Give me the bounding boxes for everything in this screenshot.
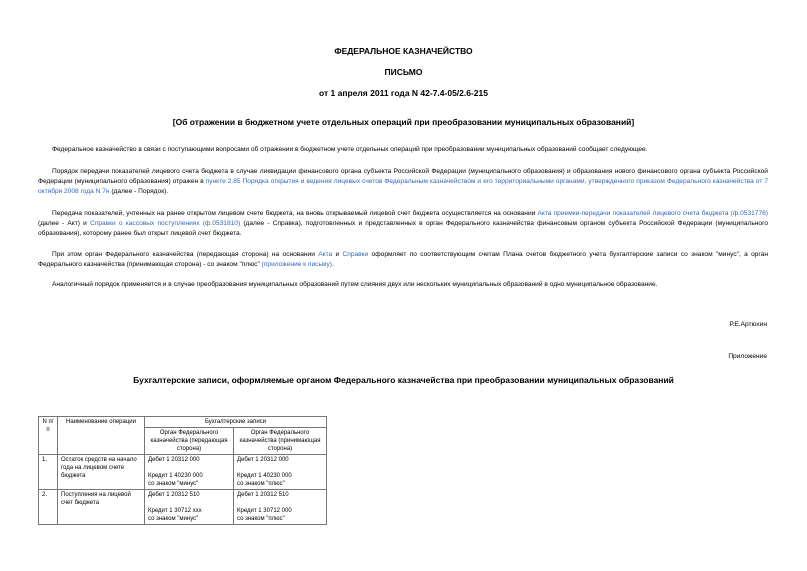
row-num: 2. (39, 490, 58, 525)
row-operation: Поступления на лицевой счет бюджета (58, 490, 145, 525)
row-num: 1. (39, 455, 58, 490)
header-operation: Наименование операции (58, 417, 145, 455)
signature: Р.Е.Артюхин (729, 321, 767, 328)
doc-subject: [Об отражении в бюджетном учете отдельных операций при преобразовании муниципальных образований] (172, 117, 635, 127)
appendix-title: Бухгалтерские записи, оформляемые органом Федерального казначейства при преобразовании муниципальных образований (133, 375, 674, 385)
paragraph-4: При этом орган Федерального казначейства (передающая сторона) на основании Акта и Справки оформляет по соответствующим счетам Плана счетов бюджетного учета бухгалтерские записи со знаком "минус", а орган Федерального казначейства (принимающая сторона) - со знаком "плюс" (приложение к письму). (38, 251, 768, 268)
table-row (39, 455, 327, 490)
paragraph-1: Федеральное казначейство в связи с поступающими вопросами об отражении в бюджетном учете отдельных операций при преобразовании муниципальных образований сообщает следующее. (52, 146, 648, 153)
header-sender: Орган Федерального казначейства (передающая сторона) (145, 428, 234, 455)
org-name: ФЕДЕРАЛЬНОЕ КАЗНАЧЕЙСТВО (334, 46, 473, 56)
paragraph-2: Порядок передачи показателей лицевого счета бюджета в случае ликвидации финансового органа субъекта Российской Федерации (муниципального образования) и образования нового финансового органа субъекта Российской Федерации (муниципального образования) отражен в пункте 2.85 Порядка открытия и ведения лицевых счетов Федеральным казначейством и его территориальными органами, утвержденного приказом Федерального казначейства от 7 октября 2008 года N 7н (далее - Порядок). (38, 168, 768, 195)
row-operation: Остаток средств на начало года на лицевом счете бюджета (58, 455, 145, 490)
row-sender: Дебет 1 20312 000 Кредит 1 40230 000 со знаком "минус" (145, 455, 234, 490)
link-certificate[interactable]: Справки (342, 251, 369, 258)
header-receiver: Орган Федерального казначейства (принимающая сторона) (234, 428, 327, 455)
doc-date-number: от 1 апреля 2011 года N 42-7.4-05/2.6-215 (319, 88, 488, 98)
link-appendix[interactable]: (приложение к письму) (261, 261, 332, 268)
doc-type: ПИСЬМО (384, 67, 423, 77)
table-row (39, 490, 327, 525)
row-receiver: Дебет 1 20312 510 Кредит 1 30712 000 со знаком "плюс" (234, 490, 327, 525)
link-order-clause[interactable]: пункте 2.85 Порядка открытия и ведения лицевых счетов Федеральным казначейством и его территориальными органами, утвержденного приказом Федерального казначейства от 7 октября 2008 года N 7н (38, 178, 768, 195)
appendix-label: Приложение (728, 353, 767, 360)
paragraph-5: Аналогичный порядок применяется и в случае преобразования муниципальных образований путем слияния двух или нескольких муниципальных образований в одно муниципальное образование. (52, 281, 658, 288)
link-certificate-form[interactable]: Справки о кассовых поступлениях (ф.0531810) (90, 220, 241, 227)
link-act-form[interactable]: Акта приемки-передачи показателей лицевого счета бюджета (ф.0531776) (537, 210, 768, 217)
header-num: N п/п (39, 417, 58, 455)
paragraph-3: Передача показателей, учтенных на ранее открытом лицевом счете бюджета, на вновь открываемый лицевой счет бюджета осуществляется на основании Акта приемки-передачи показателей лицевого счета бюджета (ф.0531776) (далее - Акт) и Справки о кассовых поступлениях (ф.0531810) (далее - Справка), подготовленных и представленных в орган Федерального казначейства финансовым органом субъекта Российской Федерации (муниципального образования), которому ранее был открыт лицевой счет бюджета. (38, 210, 769, 237)
link-act[interactable]: Акта (318, 251, 333, 258)
header-entries: Бухгалтерские записи (145, 417, 327, 428)
accounting-entries-table (38, 416, 327, 525)
row-sender: Дебет 1 20312 510 Кредит 1 30712 ххх со знаком "минус" (145, 490, 234, 525)
row-receiver: Дебет 1 20312 000 Кредит 1 40230 000 со знаком "плюс" (234, 455, 327, 490)
